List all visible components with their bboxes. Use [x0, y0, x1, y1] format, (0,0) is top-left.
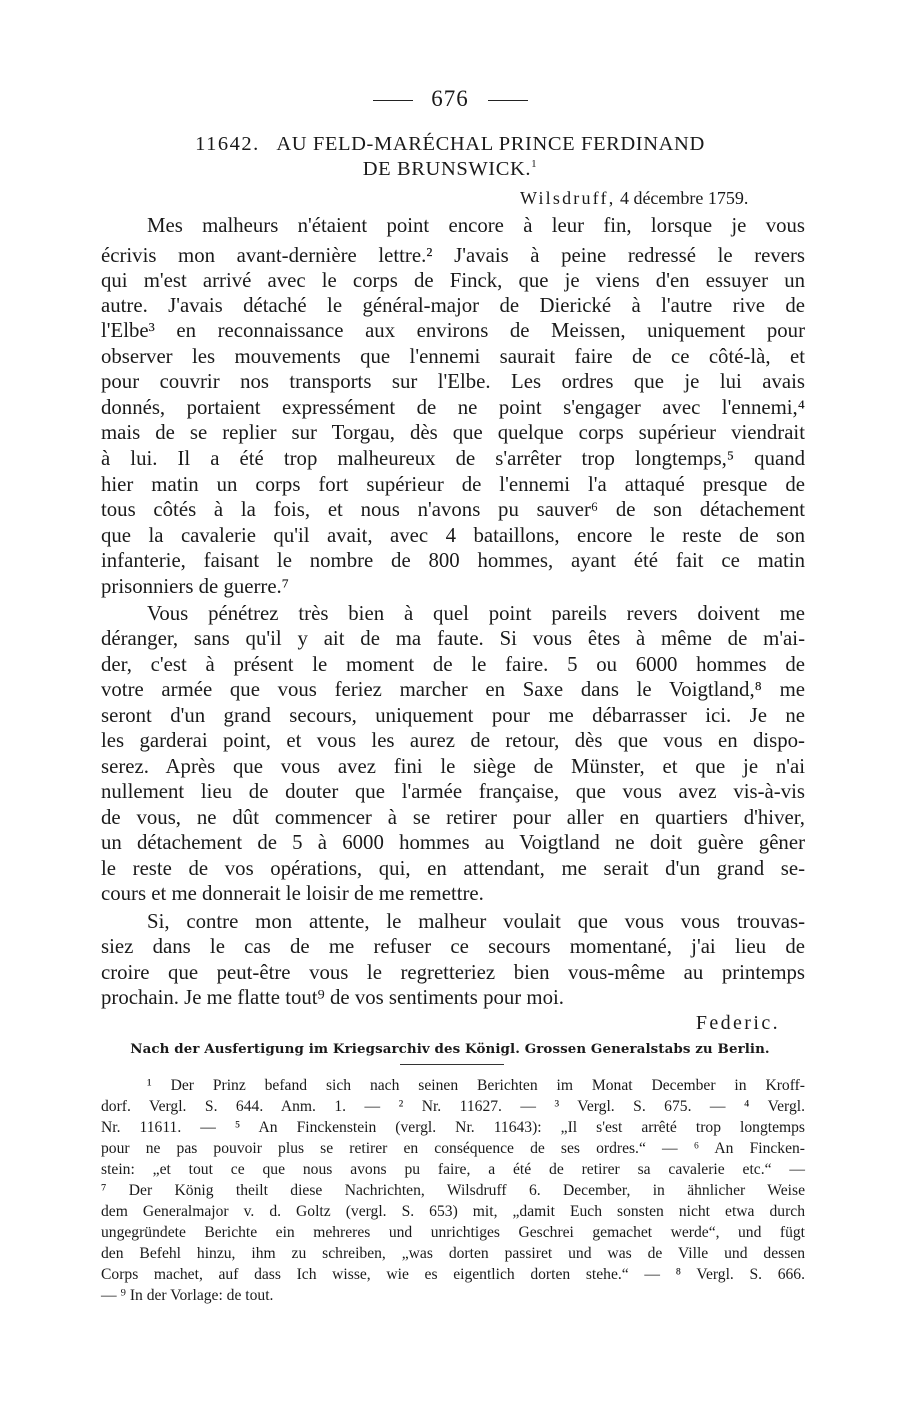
body-line: le reste de vos opérations, qui, en attendant, me serait d'un grand se- — [101, 857, 805, 880]
body-line: Vous pénétrez très bien à quel point pareils revers doivent me — [147, 602, 805, 625]
body-line: donnés, portaient expressément de ne point s'engager avec l'ennemi,⁴ — [101, 396, 805, 419]
letter-number: 11642. — [195, 133, 260, 155]
source-note: Nach der Ausfertigung im Kriegsarchiv des Königl. Grossen Generalstabs zu Berlin. — [130, 1041, 770, 1057]
page-number: 676 — [431, 86, 469, 111]
dateline-date: 4 décembre 1759. — [619, 188, 749, 208]
body-line: prisonniers de guerre.⁷ — [101, 575, 290, 598]
body-line: écrivis mon avant-dernière lettre.² J'avais à peine redressé le revers — [101, 244, 805, 267]
footnote-line: pour ne pas pouvoir plus se retirer en conséquence de ses ordres.“ — ⁶ An Fincken- — [101, 1140, 805, 1157]
body-line: déranger, sans qu'il y ait de ma faute. Si vous êtes à même de m'ai- — [101, 627, 805, 650]
page-number-row — [0, 86, 900, 112]
footnote-line: stein: „et tout ce que nous avons pu faire, a été de retirer sa cavalerie etc.“ — — [101, 1161, 805, 1178]
body-line: mais de se replier sur Torgau, dès que quelque corps supérieur viendrait — [101, 421, 805, 444]
footnote-line: — ⁹ In der Vorlage: de tout. — [101, 1287, 274, 1304]
page-number-dash-left — [373, 100, 413, 101]
footnote-line: ⁷ Der König theilt diese Nachrichten, Wilsdruff 6. December, in ähnlicher Weise — [101, 1182, 805, 1199]
footnote-line: dorf. Vergl. S. 644. Anm. 1. — ² Nr. 11627. — ³ Vergl. S. 675. — ⁴ Vergl. — [101, 1098, 805, 1115]
body-line: observer les mouvements que l'ennemi saurait faire de ce côté-là, et — [101, 345, 805, 368]
body-line: der, c'est à présent le moment de le faire. 5 ou 6000 hommes de — [101, 653, 805, 676]
body-line: de vous, ne dût commencer à se retirer pour aller en quartiers d'hiver, — [101, 806, 805, 829]
letter-title-line2: DE BRUNSWICK. — [362, 158, 532, 180]
letter-title-line1: AU FELD-MARÉCHAL PRINCE FERDINAND — [276, 133, 705, 155]
body-line: l'Elbe³ en reconnaissance aux environs de Meissen, uniquement pour — [101, 319, 805, 342]
body-line: autre. J'avais détaché le général-major de Dierické à l'autre rive de — [101, 294, 805, 317]
dateline — [520, 188, 748, 209]
letter-heading-line1 — [0, 133, 900, 156]
title-footnote-ref: 1 — [531, 158, 538, 171]
body-line: siez dans le cas de me refuser ce secours momentané, j'ai lieu de — [101, 935, 805, 958]
body-line: Mes malheurs n'étaient point encore à leur fin, lorsque je vous — [147, 214, 805, 237]
body-line: les garderai point, et vous les aurez de retour, dès que vous en dispo- — [101, 729, 805, 752]
body-line: Si, contre mon attente, le malheur voulait que vous vous trouvas- — [147, 910, 805, 933]
body-line: votre armée que vous feriez marcher en Saxe dans le Voigtland,⁸ me — [101, 678, 805, 701]
page-number-dash-right — [488, 100, 528, 101]
footnote-divider — [400, 1064, 504, 1065]
body-line: que la cavalerie qu'il avait, avec 4 bataillons, encore le reste de son — [101, 524, 805, 547]
letter-heading-line2 — [0, 158, 900, 181]
body-line: à lui. Il a été trop malheureux de s'arrêter trop longtemps,⁵ quand — [101, 447, 805, 470]
footnote-line: Nr. 11611. — ⁵ An Finckenstein (vergl. Nr. 11643): „Il s'est arrêté trop longtemps — [101, 1119, 805, 1136]
footnote-line: ¹ Der Prinz befand sich nach seinen Berichten im Monat December in Kroff- — [147, 1077, 805, 1094]
body-line: pour couvrir nos transports sur l'Elbe. Les ordres que je lui avais — [101, 370, 805, 393]
footnote-line: dem Generalmajor v. d. Goltz (vergl. S. 653) mit, „damit Euch sonsten nicht etwa durch — [101, 1203, 805, 1220]
body-line: serez. Après que vous avez fini le siège de Münster, et que je n'ai — [101, 755, 805, 778]
footnote-line: Corps machet, auf dass Ich wisse, wie es eigentlich dorten stehe.“ — ⁸ Vergl. S. 666. — [101, 1266, 805, 1283]
signature: Federic. — [695, 1012, 780, 1034]
dateline-place: Wilsdruff, — [520, 188, 616, 208]
body-line: hier matin un corps fort supérieur de l'ennemi l'a attaqué presque de — [101, 473, 805, 496]
body-line: tous côtés à la fois, et nous n'avons pu sauver⁶ de son détachement — [101, 498, 805, 521]
body-line: un détachement de 5 à 6000 hommes au Voigtland ne doit guère gêner — [101, 831, 805, 854]
body-line: qui m'est arrivé avec le corps de Finck, que je viens d'en essuyer un — [101, 269, 805, 292]
footnote-line: den Befehl hinzu, ihm zu schreiben, „was dorten passiret und was de Ville und dessen — [101, 1245, 805, 1262]
body-line: croire que peut-être vous le regretteriez bien vous-même au printemps — [101, 961, 805, 984]
body-line: prochain. Je me flatte tout⁹ de vos sentiments pour moi. — [101, 986, 564, 1009]
body-line: cours et me donnerait le loisir de me remettre. — [101, 882, 484, 905]
body-line: seront d'un grand secours, uniquement pour me débarrasser ici. Je ne — [101, 704, 805, 727]
body-line: nullement lieu de douter que l'armée française, que vous avez vis-à-vis — [101, 780, 805, 803]
body-line: infanterie, faisant le nombre de 800 hommes, ayant été fait ce matin — [101, 549, 805, 572]
footnote-line: ungegründete Berichte ein mehreres und unrichtiges Geschrei gemachet werde“, und fügt — [101, 1224, 805, 1241]
